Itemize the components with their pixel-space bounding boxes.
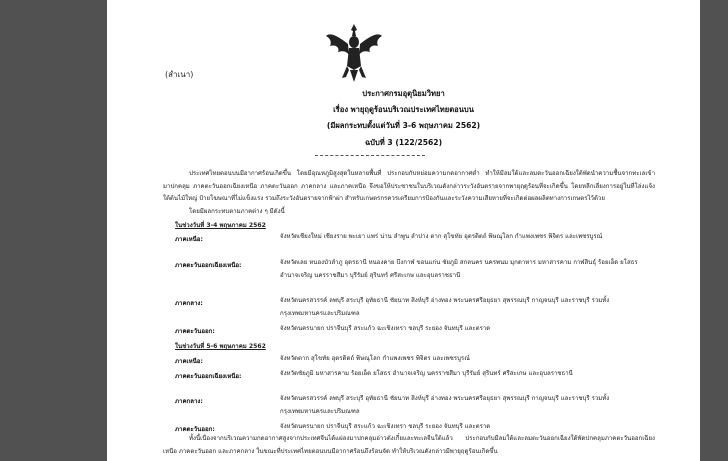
region-label: ภาคเหนือ: xyxy=(175,236,203,243)
region-label: ภาคตะวันออกเฉียงเหนือ: xyxy=(175,373,242,380)
region-label: ภาคเหนือ: xyxy=(175,358,203,365)
region-provinces: จังหวัดเลย หนองบัวลำภู อุดรธานี หนองคาย บึงกาฬ ขอนแก่น ชัยภูมิ สกลนคร นครพนม มุกดาหาร มหาสารคาม กาฬสินธุ์ ร้อยเอ็ด ยโสธร อำนาจเจริญ นครราชสีมา บุรีรัมย์ สุรินทร์ ศรีสะเกษ และอุบลราชธานี xyxy=(280,259,638,279)
divider xyxy=(315,155,425,156)
copy-mark: (สำเนา) xyxy=(165,70,194,79)
intro-paragraph: ประเทศไทยตอนบนมีอากาศร้อนเกิดขึ้น โดยมีอุณหภูมิสูงสุดในหลายพื้นที่ ประกอบกับหย่อมความกดอากาศต่ำ ทำให้มีลมใต้และลมตะวันออกเฉียงใต้พัดนำความชื้นจากทะเลเข้ามาปกคลุม ภาคตะวันออกเฉียงเหนือ ภาคตะวันออก ภาคกลาง และภาคเหนือ จึงขอให้ประชาชนในบริเวณดังกล่าวระวังอันตรายจากพายุฤดูร้อนที่จะเกิดขึ้น โดยหลีกเลี่ยงการอยู่ในที่โล่งแจ้ง ใต้ต้นไม้ใหญ่ ป้ายโฆษณาที่ไม่แข็งแรง รวมถึงระวังอันตรายจากฟ้าผ่า สำหรับเกษตรกรควรเตรียมการป้องกันและระวังความเสียหายที่จะเกิดต่อผลผลิตทางการเกษตรไว้ด้วย xyxy=(163,170,655,202)
region-label: ภาคตะวันออก: xyxy=(175,328,215,335)
region-provinces: จังหวัดนครนายก ปราจีนบุรี สระแก้ว ฉะเชิงเทรา ชลบุรี ระยอง จันทบุรี และตราด xyxy=(280,423,491,430)
region-provinces: จังหวัดชัยภูมิ มหาสารคาม ร้อยเอ็ด ยโสธร อำนาจเจริญ นครราชสีมา บุรีรัมย์ สุรินทร์ ศรีสะเกษ และอุบลราชธานี xyxy=(280,370,573,377)
region-label: ภาคตะวันออกเฉียงเหนือ: xyxy=(175,262,242,269)
areas-intro: โดยมีผลกระทบตามภาคต่าง ๆ มีดังนี้ xyxy=(189,208,285,215)
closing-paragraph: ทั้งนี้เนื่องจากบริเวณความกดอากาศสูงจากประเทศจีนได้แผ่ลงมาปกคลุมอ่าวตังเกี๋ยและทะเลจีนใต้แล้ว ประกอบกับมีลมใต้และลมตะวันออกเฉียงใต้พัดปกคลุมภาคตะวันออกเฉียงเหนือ ภาคตะวันออก และภาคกลาง ในขณะที่ประเทศไทยตอนบนมีอากาศร้อนถึงร้อนจัด ทำให้บริเวณดังกล่าวมีพายุฤดูร้อนเกิดขึ้น xyxy=(163,435,655,455)
region-provinces: จังหวัดนครสวรรค์ ลพบุรี สระบุรี อุทัยธานี ชัยนาท สิงห์บุรี อ่างทอง พระนครศรีอยุธยา สุพรรณบุรี กาญจนบุรี และราชบุรี รวมทั้งกรุงเทพมหานครและปริมณฑล xyxy=(280,297,610,317)
region-label: ภาคกลาง: xyxy=(175,398,203,405)
region-label: ภาคตะวันออก: xyxy=(175,426,215,433)
region-label: ภาคกลาง: xyxy=(175,300,203,307)
announcement-effect-dates: (มีผลกระทบตั้งแต่วันที่ 3-6 พฤษภาคม 2562) xyxy=(326,121,481,130)
period-date: ในช่วงวันที่ 3-4 พฤษภาคม 2562 xyxy=(175,222,266,229)
garuda-emblem-icon xyxy=(324,22,384,84)
announcement-number: ฉบับที่ 3 (122/2562) xyxy=(364,138,443,147)
announcement-title: ประกาศกรมอุตุนิยมวิทยา xyxy=(362,89,445,98)
period-date: ในช่วงวันที่ 5-6 พฤษภาคม 2562 xyxy=(175,343,266,350)
region-provinces: จังหวัดตาก สุโขทัย อุตรดิตถ์ พิษณุโลก กำแพงเพชร พิจิตร และเพชรบูรณ์ xyxy=(280,355,470,362)
document-page xyxy=(107,0,700,461)
announcement-subject: เรื่อง พายุฤดูร้อนบริเวณประเทศไทยตอนบน xyxy=(333,105,474,114)
region-provinces: จังหวัดเชียงใหม่ เชียงราย พะเยา แพร่ น่าน ลำพูน ลำปาง ตาก สุโขทัย อุตรดิตถ์ พิษณุโลก กำแพงเพชร พิจิตร และเพชรบูรณ์ xyxy=(280,233,603,240)
region-provinces: จังหวัดนครสวรรค์ ลพบุรี สระบุรี อุทัยธานี ชัยนาท สิงห์บุรี อ่างทอง พระนครศรีอยุธยา สุพรรณบุรี กาญจนบุรี และราชบุรี รวมทั้งกรุงเทพมหานครและปริมณฑล xyxy=(280,395,610,415)
region-provinces: จังหวัดนครนายก ปราจีนบุรี สระแก้ว ฉะเชิงเทรา ชลบุรี ระยอง จันทบุรี และตราด xyxy=(280,325,491,332)
